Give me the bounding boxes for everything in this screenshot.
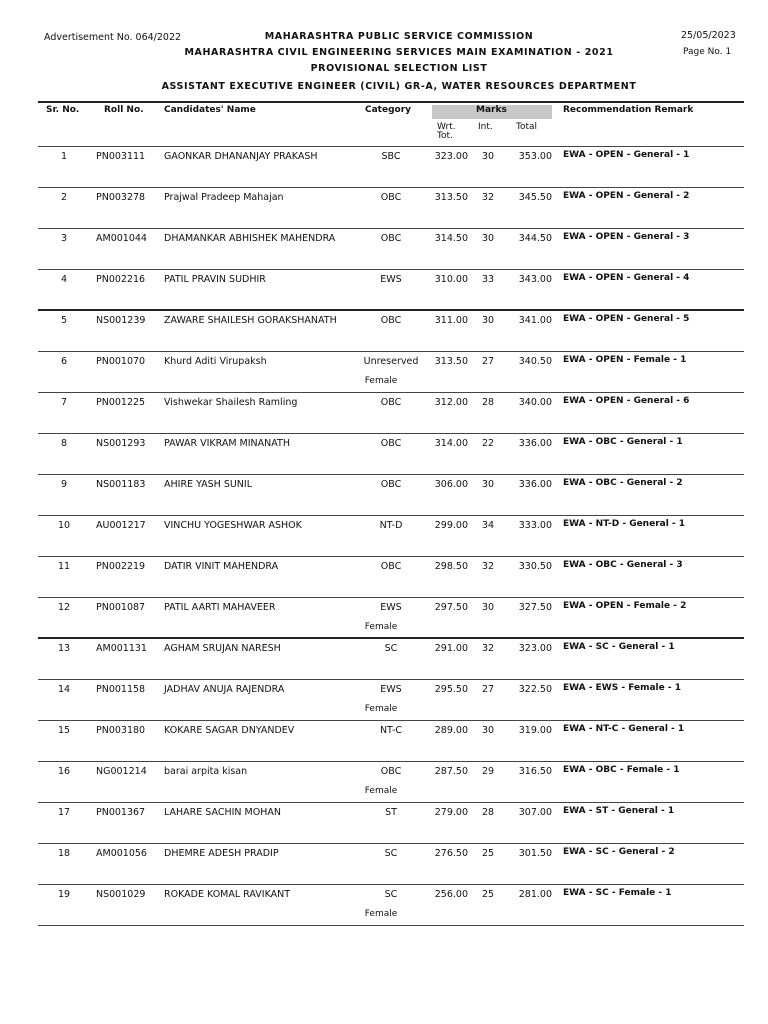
row-interview-marks: 33 xyxy=(481,274,495,285)
row-category: Unreserved xyxy=(363,356,419,367)
row-candidate-name: PATIL AARTI MAHAVEER xyxy=(164,602,276,613)
row-total-marks: 319.00 xyxy=(518,725,552,736)
row-written-marks: 289.00 xyxy=(434,725,468,736)
row-sr-no: 13 xyxy=(57,643,71,654)
row-total-marks: 307.00 xyxy=(518,807,552,818)
row-remark: EWA - SC - General - 2 xyxy=(563,847,675,857)
row-category: OBC xyxy=(380,397,402,408)
post-title: ASSISTANT EXECUTIVE ENGINEER (CIVIL) GR-A, WATER RESOURCES DEPARTMENT xyxy=(161,81,637,92)
row-female-tag: Female xyxy=(364,704,398,714)
row-category: OBC xyxy=(380,479,402,490)
header-bottom-rule xyxy=(38,146,744,147)
row-divider xyxy=(38,556,744,557)
row-sr-no: 15 xyxy=(57,725,71,736)
exam-title: MAHARASHTRA CIVIL ENGINEERING SERVICES MAIN EXAMINATION - 2021 xyxy=(184,47,614,58)
row-remark: EWA - EWS - Female - 1 xyxy=(563,683,681,693)
row-category: OBC xyxy=(380,766,402,777)
row-remark: EWA - NT-C - General - 1 xyxy=(563,724,685,734)
row-written-marks: 295.50 xyxy=(434,684,468,695)
row-written-marks: 314.00 xyxy=(434,438,468,449)
row-roll-no: PN001158 xyxy=(96,684,146,695)
row-remark: EWA - OPEN - General - 5 xyxy=(563,314,690,324)
row-sr-no: 8 xyxy=(60,438,68,449)
row-sr-no: 16 xyxy=(57,766,71,777)
row-roll-no: PN003180 xyxy=(96,725,146,736)
row-candidate-name: AGHAM SRUJAN NARESH xyxy=(164,643,281,654)
row-category: ST xyxy=(385,807,397,818)
row-roll-no: AU001217 xyxy=(96,520,146,531)
row-candidate-name: DHEMRE ADESH PRADIP xyxy=(164,848,279,859)
row-remark: EWA - SC - Female - 1 xyxy=(563,888,672,898)
row-candidate-name: DHAMANKAR ABHISHEK MAHENDRA xyxy=(164,233,336,244)
row-total-marks: 322.50 xyxy=(518,684,552,695)
col-total: Total xyxy=(516,122,538,132)
col-category: Category xyxy=(365,105,412,115)
row-written-marks: 276.50 xyxy=(434,848,468,859)
col-int: Int. xyxy=(478,122,493,132)
row-interview-marks: 25 xyxy=(481,889,495,900)
row-divider xyxy=(38,392,744,393)
row-roll-no: PN001367 xyxy=(96,807,146,818)
row-roll-no: NS001293 xyxy=(96,438,146,449)
row-interview-marks: 32 xyxy=(481,643,495,654)
row-candidate-name: Vishwekar Shailesh Ramling xyxy=(164,397,298,408)
row-female-tag: Female xyxy=(364,909,398,919)
row-category: SBC xyxy=(381,151,401,162)
row-sr-no: 14 xyxy=(57,684,71,695)
row-category: EWS xyxy=(380,684,402,695)
row-divider xyxy=(38,187,744,188)
row-total-marks: 345.50 xyxy=(518,192,552,203)
row-sr-no: 19 xyxy=(57,889,71,900)
row-remark: EWA - OBC - General - 1 xyxy=(563,437,683,447)
row-category: OBC xyxy=(380,233,402,244)
document-date: 25/05/2023 xyxy=(681,30,736,41)
row-divider xyxy=(38,679,744,680)
row-written-marks: 312.00 xyxy=(434,397,468,408)
row-category: SC xyxy=(384,889,398,900)
row-sr-no: 17 xyxy=(57,807,71,818)
row-roll-no: NS001239 xyxy=(96,315,146,326)
row-written-marks: 256.00 xyxy=(434,889,468,900)
row-category: OBC xyxy=(380,438,402,449)
row-female-tag: Female xyxy=(364,376,398,386)
row-category: OBC xyxy=(380,315,402,326)
row-interview-marks: 30 xyxy=(481,233,495,244)
row-written-marks: 313.50 xyxy=(434,192,468,203)
row-divider xyxy=(38,720,744,721)
row-category: OBC xyxy=(380,561,402,572)
row-roll-no: AM001044 xyxy=(96,233,147,244)
row-roll-no: NG001214 xyxy=(96,766,147,777)
row-sr-no: 11 xyxy=(57,561,71,572)
row-female-tag: Female xyxy=(364,786,398,796)
row-candidate-name: barai arpita kisan xyxy=(164,766,248,777)
row-total-marks: 330.50 xyxy=(518,561,552,572)
row-candidate-name: PAWAR VIKRAM MINANATH xyxy=(164,438,290,449)
row-candidate-name: KOKARE SAGAR DNYANDEV xyxy=(164,725,295,736)
row-category: NT-C xyxy=(379,725,403,736)
row-interview-marks: 30 xyxy=(481,479,495,490)
row-interview-marks: 28 xyxy=(481,397,495,408)
row-total-marks: 340.50 xyxy=(518,356,552,367)
row-written-marks: 314.50 xyxy=(434,233,468,244)
row-roll-no: PN003111 xyxy=(96,151,146,162)
row-category: SC xyxy=(384,643,398,654)
row-remark: EWA - OPEN - General - 2 xyxy=(563,191,690,201)
row-divider xyxy=(38,351,744,352)
row-remark: EWA - OPEN - General - 3 xyxy=(563,232,690,242)
row-total-marks: 323.00 xyxy=(518,643,552,654)
row-divider xyxy=(38,228,744,229)
row-roll-no: PN002219 xyxy=(96,561,146,572)
row-total-marks: 336.00 xyxy=(518,438,552,449)
col-sr-no: Sr. No. xyxy=(46,105,80,115)
col-roll-no: Roll No. xyxy=(104,105,144,115)
row-sr-no: 7 xyxy=(60,397,68,408)
row-remark: EWA - OPEN - General - 1 xyxy=(563,150,690,160)
row-roll-no: PN001087 xyxy=(96,602,146,613)
row-candidate-name: VINCHU YOGESHWAR ASHOK xyxy=(164,520,302,531)
row-total-marks: 353.00 xyxy=(518,151,552,162)
advertisement-number: Advertisement No. 064/2022 xyxy=(44,32,182,43)
row-roll-no: NS001183 xyxy=(96,479,146,490)
row-category: EWS xyxy=(380,274,402,285)
row-interview-marks: 34 xyxy=(481,520,495,531)
row-interview-marks: 32 xyxy=(481,561,495,572)
row-sr-no: 3 xyxy=(60,233,68,244)
row-total-marks: 340.00 xyxy=(518,397,552,408)
row-roll-no: PN001225 xyxy=(96,397,146,408)
row-remark: EWA - ST - General - 1 xyxy=(563,806,675,816)
row-sr-no: 2 xyxy=(60,192,68,203)
row-remark: EWA - OPEN - General - 4 xyxy=(563,273,690,283)
row-divider xyxy=(38,637,744,639)
row-sr-no: 18 xyxy=(57,848,71,859)
row-written-marks: 298.50 xyxy=(434,561,468,572)
row-roll-no: PN002216 xyxy=(96,274,146,285)
row-total-marks: 344.50 xyxy=(518,233,552,244)
row-sr-no: 6 xyxy=(60,356,68,367)
row-divider xyxy=(38,761,744,762)
row-written-marks: 323.00 xyxy=(434,151,468,162)
row-written-marks: 311.00 xyxy=(434,315,468,326)
row-female-tag: Female xyxy=(364,622,398,632)
row-candidate-name: LAHARE SACHIN MOHAN xyxy=(164,807,281,818)
col-name: Candidates' Name xyxy=(164,105,256,115)
row-written-marks: 299.00 xyxy=(434,520,468,531)
row-candidate-name: GAONKAR DHANANJAY PRAKASH xyxy=(164,151,318,162)
row-roll-no: AM001131 xyxy=(96,643,147,654)
row-remark: EWA - OBC - General - 3 xyxy=(563,560,683,570)
row-candidate-name: Prajwal Pradeep Mahajan xyxy=(164,192,284,203)
row-divider xyxy=(38,309,744,311)
row-divider xyxy=(38,925,744,926)
row-category: NT-D xyxy=(379,520,403,531)
row-sr-no: 10 xyxy=(57,520,71,531)
row-total-marks: 333.00 xyxy=(518,520,552,531)
row-candidate-name: JADHAV ANUJA RAJENDRA xyxy=(164,684,285,695)
row-sr-no: 1 xyxy=(60,151,68,162)
row-remark: EWA - OBC - Female - 1 xyxy=(563,765,680,775)
row-interview-marks: 28 xyxy=(481,807,495,818)
row-category: EWS xyxy=(380,602,402,613)
row-total-marks: 316.50 xyxy=(518,766,552,777)
row-divider xyxy=(38,802,744,803)
row-written-marks: 310.00 xyxy=(434,274,468,285)
row-interview-marks: 29 xyxy=(481,766,495,777)
row-candidate-name: Khurd Aditi Virupaksh xyxy=(164,356,267,367)
row-interview-marks: 27 xyxy=(481,356,495,367)
row-interview-marks: 25 xyxy=(481,848,495,859)
row-roll-no: NS001029 xyxy=(96,889,146,900)
col-marks: Marks xyxy=(476,105,507,115)
page-number: Page No. 1 xyxy=(683,47,732,57)
row-candidate-name: ZAWARE SHAILESH GORAKSHANATH xyxy=(164,315,337,326)
row-divider xyxy=(38,515,744,516)
col-remark: Recommendation Remark xyxy=(563,105,694,115)
row-interview-marks: 30 xyxy=(481,151,495,162)
col-wrt-tot: Tot. xyxy=(437,131,453,141)
row-written-marks: 291.00 xyxy=(434,643,468,654)
row-divider xyxy=(38,843,744,844)
row-roll-no: PN003278 xyxy=(96,192,146,203)
row-total-marks: 327.50 xyxy=(518,602,552,613)
header-top-rule xyxy=(38,101,744,103)
row-sr-no: 4 xyxy=(60,274,68,285)
row-interview-marks: 27 xyxy=(481,684,495,695)
row-total-marks: 341.00 xyxy=(518,315,552,326)
row-remark: EWA - OPEN - Female - 2 xyxy=(563,601,687,611)
row-remark: EWA - OBC - General - 2 xyxy=(563,478,683,488)
row-candidate-name: ROKADE KOMAL RAVIKANT xyxy=(164,889,291,900)
commission-title: MAHARASHTRA PUBLIC SERVICE COMMISSION xyxy=(264,31,534,42)
row-interview-marks: 30 xyxy=(481,602,495,613)
row-written-marks: 287.50 xyxy=(434,766,468,777)
row-remark: EWA - SC - General - 1 xyxy=(563,642,675,652)
row-written-marks: 313.50 xyxy=(434,356,468,367)
row-candidate-name: DATIR VINIT MAHENDRA xyxy=(164,561,279,572)
row-divider xyxy=(38,269,744,270)
row-interview-marks: 32 xyxy=(481,192,495,203)
row-interview-marks: 30 xyxy=(481,315,495,326)
row-sr-no: 5 xyxy=(60,315,68,326)
row-divider xyxy=(38,597,744,598)
row-sr-no: 12 xyxy=(57,602,71,613)
row-divider xyxy=(38,433,744,434)
list-title: PROVISIONAL SELECTION LIST xyxy=(310,63,488,74)
row-roll-no: PN001070 xyxy=(96,356,146,367)
row-remark: EWA - OPEN - Female - 1 xyxy=(563,355,687,365)
row-remark: EWA - OPEN - General - 6 xyxy=(563,396,690,406)
row-total-marks: 343.00 xyxy=(518,274,552,285)
row-written-marks: 297.50 xyxy=(434,602,468,613)
row-written-marks: 306.00 xyxy=(434,479,468,490)
row-written-marks: 279.00 xyxy=(434,807,468,818)
row-remark: EWA - NT-D - General - 1 xyxy=(563,519,686,529)
row-category: SC xyxy=(384,848,398,859)
row-total-marks: 336.00 xyxy=(518,479,552,490)
row-candidate-name: AHIRE YASH SUNIL xyxy=(164,479,253,490)
row-interview-marks: 22 xyxy=(481,438,495,449)
row-divider xyxy=(38,884,744,885)
row-total-marks: 301.50 xyxy=(518,848,552,859)
row-interview-marks: 30 xyxy=(481,725,495,736)
row-divider xyxy=(38,474,744,475)
row-candidate-name: PATIL PRAVIN SUDHIR xyxy=(164,274,266,285)
row-total-marks: 281.00 xyxy=(518,889,552,900)
col-wrt: Wrt. xyxy=(437,122,456,132)
row-roll-no: AM001056 xyxy=(96,848,147,859)
row-category: OBC xyxy=(380,192,402,203)
row-sr-no: 9 xyxy=(60,479,68,490)
